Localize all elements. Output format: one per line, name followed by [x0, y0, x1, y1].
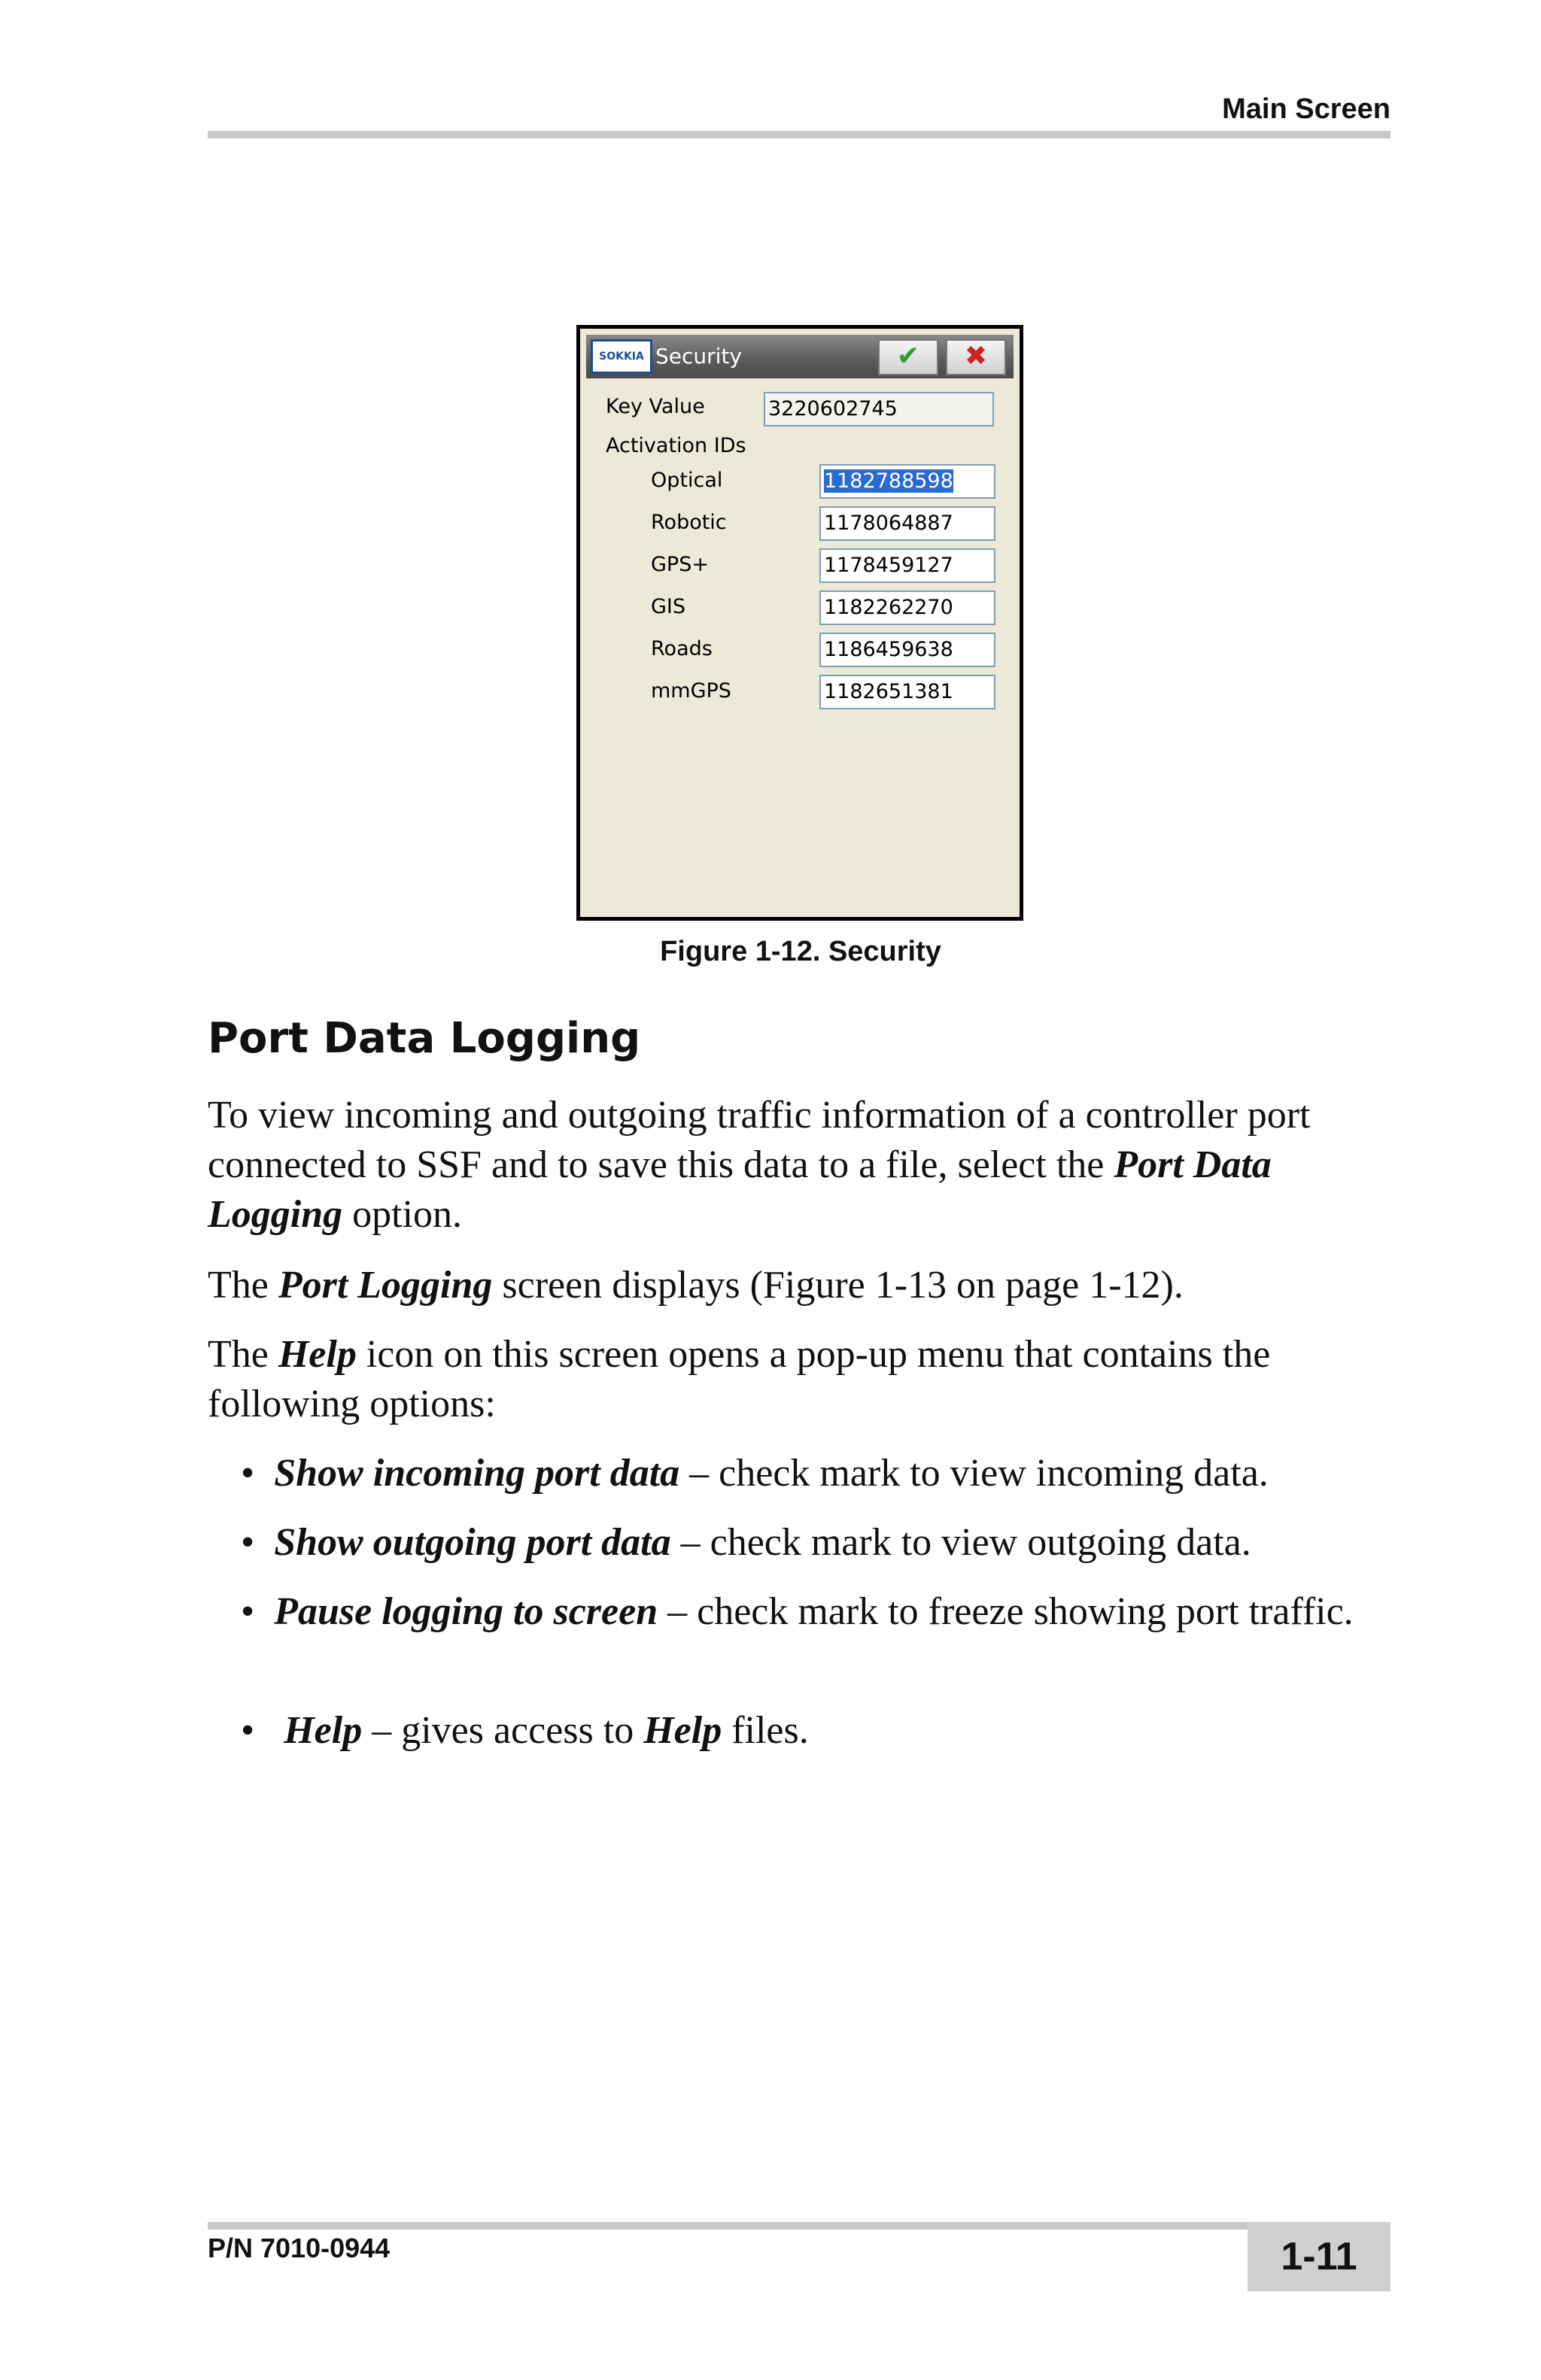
optical-field[interactable]: 1182788598 — [819, 464, 995, 499]
title-bar — [586, 335, 1014, 378]
robotic-label: Robotic — [651, 511, 727, 534]
gps-plus-label: GPS+ — [651, 553, 709, 576]
activation-ids-label: Activation IDs — [606, 434, 746, 457]
mmgps-label: mmGPS — [651, 679, 731, 703]
check-icon: ✔ — [896, 341, 920, 372]
gps-plus-field[interactable]: 1178459127 — [819, 548, 995, 583]
optical-label: Optical — [651, 469, 723, 492]
window-title: Security — [655, 344, 742, 369]
bullet-show-outgoing: • Show outgoing port data – check mark to view outgoing data. — [241, 1521, 1251, 1564]
section-heading: Port Data Logging — [208, 1014, 641, 1063]
figure-caption: Figure 1-12. Security — [660, 936, 941, 967]
gis-field[interactable]: 1182262270 — [819, 590, 995, 625]
gis-label: GIS — [651, 595, 686, 618]
robotic-field[interactable]: 1178064887 — [819, 506, 995, 541]
paragraph-2: The Port Logging screen displays (Figure 1-13 on page 1-12). — [208, 1264, 1184, 1307]
page-number: 1-11 — [1248, 2222, 1391, 2291]
bullet-pause-logging: • Pause logging to screen – check mark to freeze showing port traffic. — [241, 1590, 1354, 1633]
ok-button[interactable] — [878, 339, 938, 375]
paragraph-1: To view incoming and outgoing traffic information of a controller port connected to SSF and to save this data to a file, select the Port Data Logging option. — [208, 1094, 1311, 1236]
mmgps-field[interactable]: 1182651381 — [819, 675, 995, 709]
part-number: P/N 7010-0944 — [208, 2233, 391, 2263]
bullet-help: • Help – gives access to Help files. — [241, 1709, 809, 1752]
cancel-button[interactable] — [946, 339, 1006, 375]
roads-field[interactable]: 1186459638 — [819, 633, 995, 667]
running-header: Main Screen — [1222, 93, 1391, 125]
paragraph-3: The Help icon on this screen opens a pop-up menu that contains the following options: — [208, 1333, 1271, 1425]
key-value-label: Key Value — [606, 395, 705, 418]
footer-rule — [208, 2222, 1391, 2230]
close-icon: ✖ — [964, 341, 988, 372]
security-screenshot — [576, 325, 1023, 921]
roads-label: Roads — [651, 637, 713, 660]
header-rule — [208, 131, 1391, 138]
key-value-field[interactable]: 3220602745 — [764, 392, 994, 427]
sokkia-logo: SOKKIA — [591, 339, 652, 374]
bullet-show-incoming: • Show incoming port data – check mark to view incoming data. — [241, 1452, 1269, 1495]
